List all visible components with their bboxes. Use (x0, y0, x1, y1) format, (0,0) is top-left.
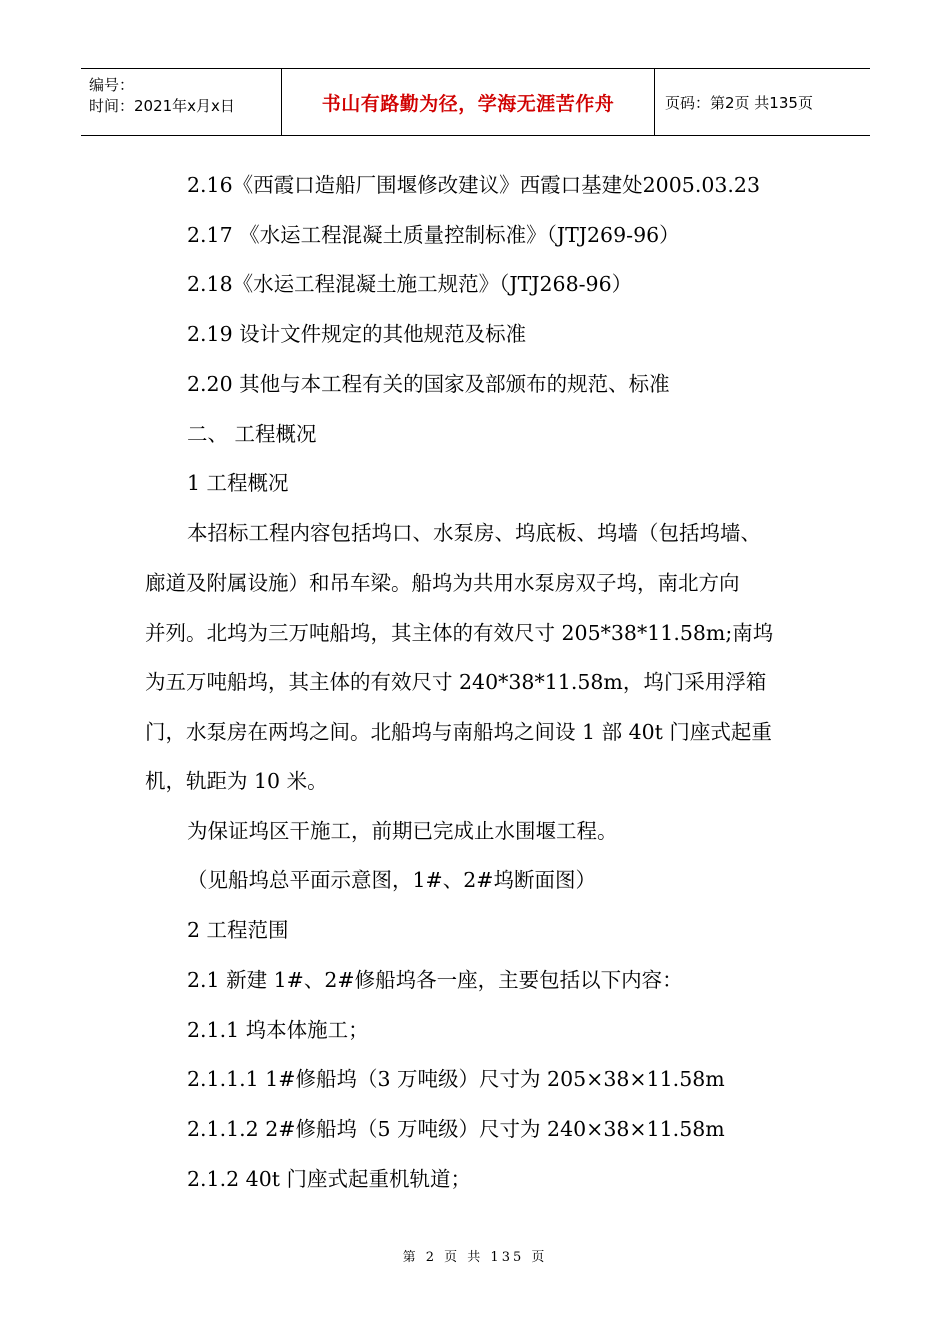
body-line: 2.1.2 40t 门座式起重机轨道； (187, 1167, 472, 1191)
body-line: 2.1.1.1 1#修船坞（3 万吨级）尺寸为 205×38×11.58m (187, 1067, 725, 1091)
body-line: 2.1 新建 1#、2#修船坞各一座，主要包括以下内容： (187, 968, 683, 992)
body-line: 为五万吨船坞，其主体的有效尺寸 240*38*11.58m，坞门采用浮箱 (145, 670, 767, 694)
body-line: 机，轨距为 10 米。 (145, 769, 328, 793)
body-line: 门，水泵房在两坞之间。北船坞与南船坞之间设 1 部 40t 门座式起重 (145, 720, 772, 744)
body-line: 2.16《西霞口造船厂围堰修改建议》西霞口基建处2005.03.23 (187, 173, 761, 197)
body-line: 2.19 设计文件规定的其他规范及标准 (187, 322, 527, 346)
body-line: 2.17 《水运工程混凝土质量控制标准》（JTJ269-96） (187, 223, 680, 247)
subsection-heading: 1 工程概况 (187, 471, 289, 495)
time-label: 时间：2021年x月x日 (89, 97, 235, 115)
page-header (81, 68, 870, 136)
header-page-info: 页码：第2页 共135页 (665, 93, 813, 112)
number-label: 编号： (89, 76, 135, 94)
body-line: 并列。北坞为三万吨船坞，其主体的有效尺寸 205*38*11.58m;南坞 (145, 621, 774, 645)
body-line: 廊道及附属设施）和吊车梁。船坞为共用水泵房双子坞，南北方向 (145, 571, 740, 595)
body-line: 2.18《水运工程混凝土施工规范》（JTJ268-96） (187, 272, 633, 296)
body-line: 为保证坞区干施工，前期已完成止水围堰工程。 (187, 819, 618, 843)
body-line: （见船坞总平面示意图，1#、2#坞断面图） (187, 868, 596, 892)
page-footer: 第 2 页 共 135 页 (402, 1250, 548, 1265)
body-line: 2.20 其他与本工程有关的国家及部颁布的规范、标准 (187, 372, 670, 396)
body-line: 本招标工程内容包括坞口、水泵房、坞底板、坞墙（包括坞墙、 (187, 521, 761, 545)
body-line: 2.1.1 坞本体施工； (187, 1018, 369, 1042)
section-heading: 二、 工程概况 (187, 422, 317, 446)
header-meta (81, 69, 282, 135)
header-motto: 书山有路勤为径，学海无涯苦作舟 (282, 69, 655, 135)
body-line: 2.1.1.2 2#修船坞（5 万吨级）尺寸为 240×38×11.58m (187, 1117, 725, 1141)
subsection-heading: 2 工程范围 (187, 918, 289, 942)
